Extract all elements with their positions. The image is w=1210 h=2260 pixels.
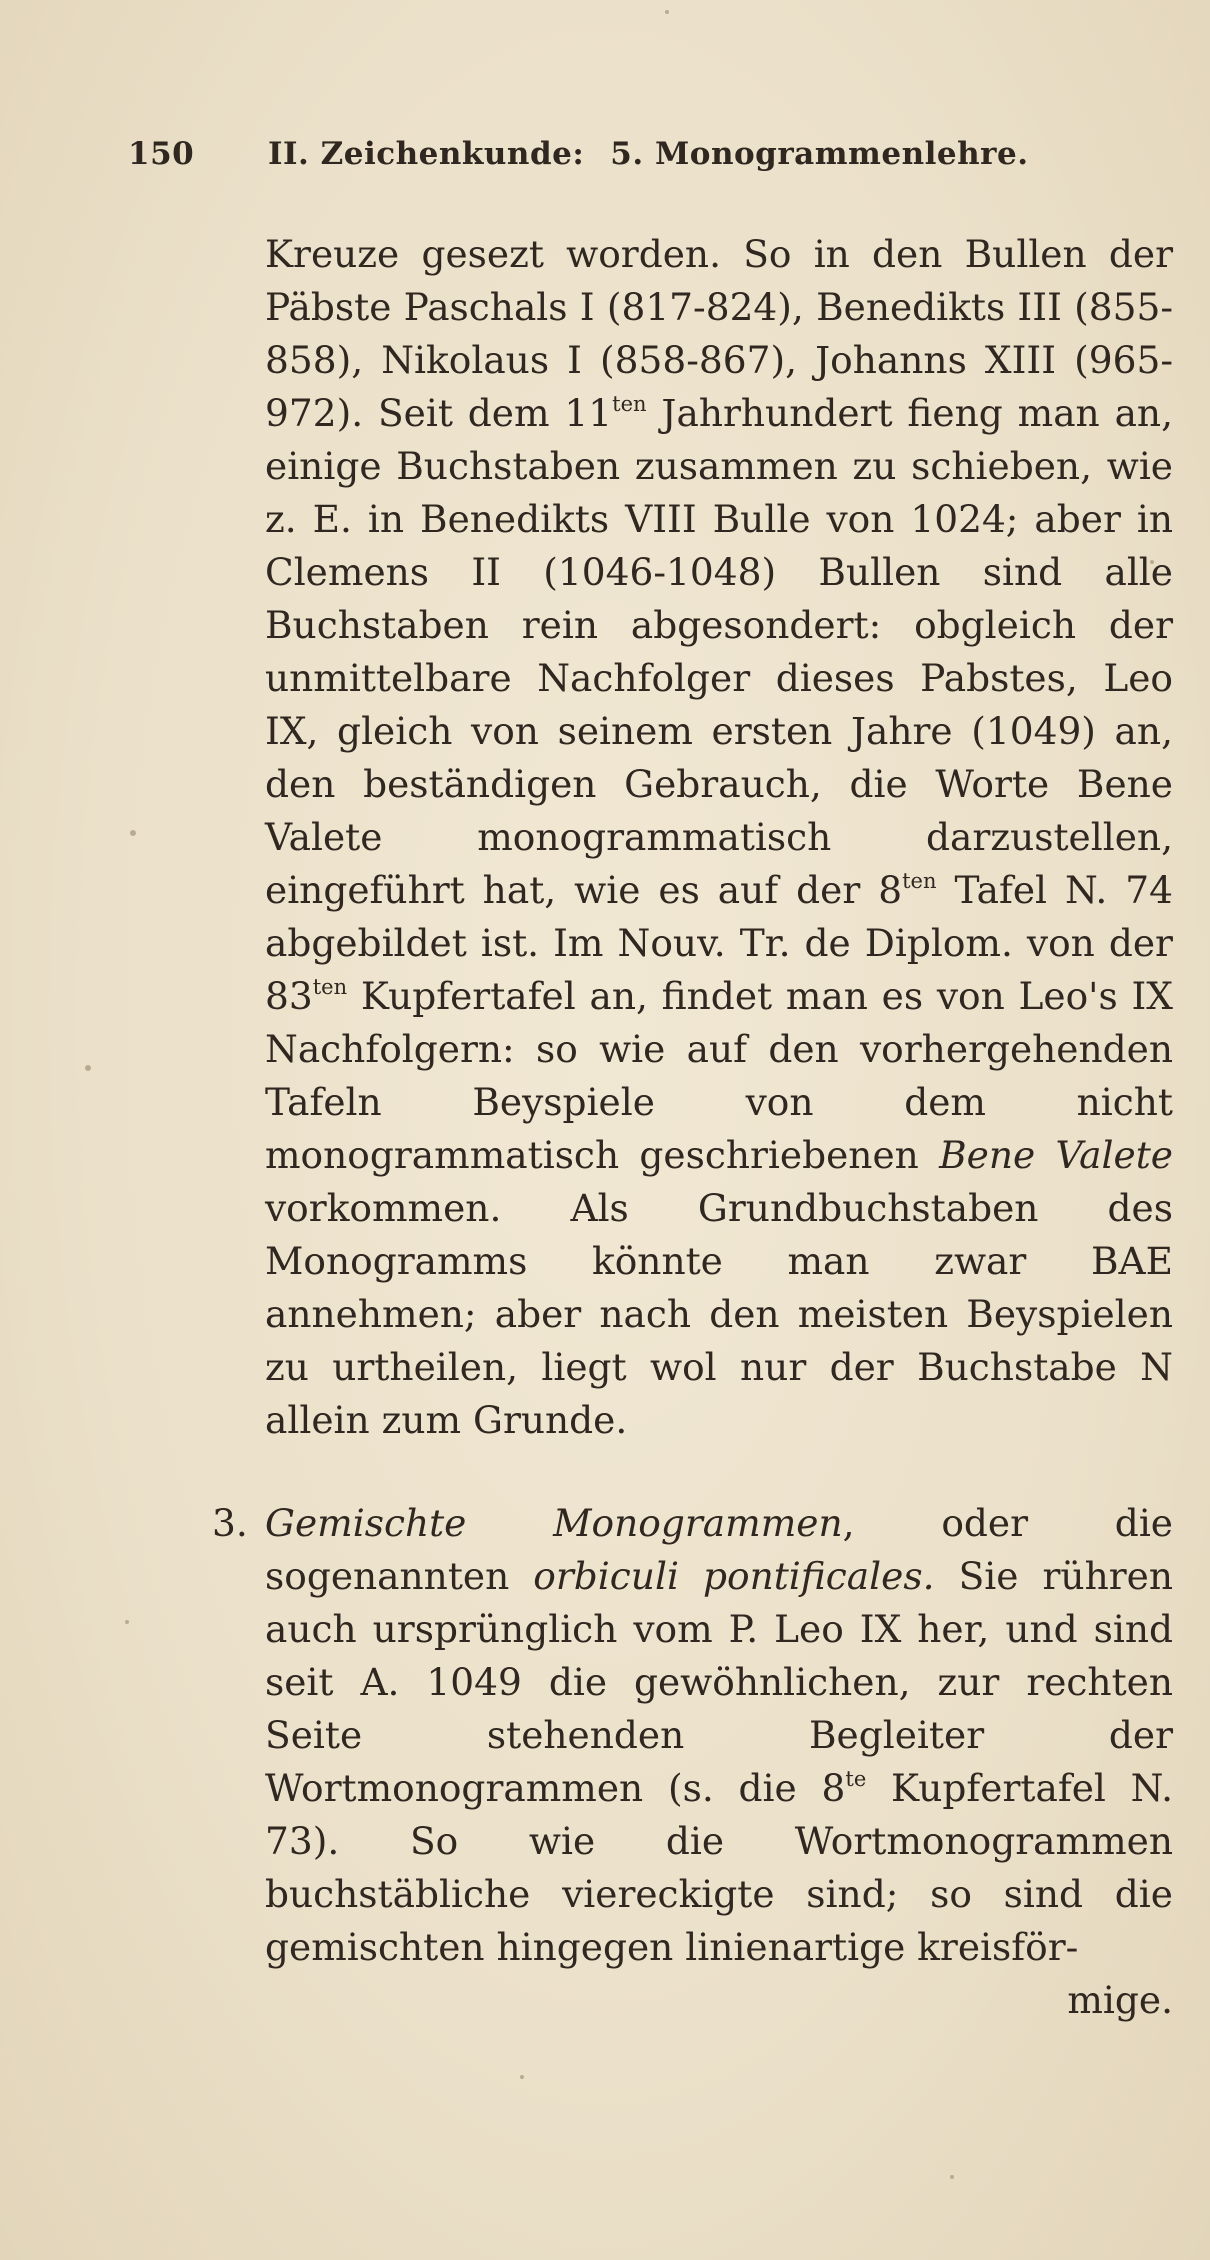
paragraph-text: Kreuze gesezt worden. So in den Bullen der Päbste Paschals I (817-824), Benedikts III (855-858), Nikolaus I (858-867), Johanns XIII (965-972). Seit dem 11 xyxy=(265,232,1173,435)
item-text: Kupfertafel N. 73). So wie die Wortmonogrammen buchstäbliche viereckigte sind; so sind die gemischten hingegen linienartige kreisför- xyxy=(265,1766,1174,1969)
item-last-line: mige. xyxy=(1067,1978,1173,2022)
italic-text: Bene Valete xyxy=(939,1133,1173,1177)
italic-text: orbiculi pontificales. xyxy=(533,1554,935,1598)
body-paragraph xyxy=(265,228,1173,1447)
list-item-3 xyxy=(212,1497,1173,2027)
running-header xyxy=(128,136,1128,172)
paper-speck xyxy=(950,2175,954,2179)
list-item-number: 3. xyxy=(212,1501,248,1545)
item-text: , oder die sogenannten xyxy=(265,1501,1174,1598)
paper-speck xyxy=(520,2075,524,2079)
italic-text: Gemischte Monogrammen xyxy=(265,1501,843,1545)
header-title: 5. Monogrammenlehre. xyxy=(610,136,1029,172)
superscript: ten xyxy=(612,392,647,416)
page-number: 150 xyxy=(128,136,195,172)
paragraph-text: Jahrhundert fieng man an, einige Buchstaben zusammen zu schieben, wie z. E. in Benedikts VIII Bulle von 1024; aber in Clemens II (1046-1048) Bullen sind alle Buchstaben rein abgesondert: obgleich der unmittelbare Nachfolger dieses Pabstes, Leo IX, gleich von seinem ersten Jahre (1049) an, den beständigen Gebrauch, die Worte Bene Valete monogrammatisch darzustellen, eingeführt hat, wie es auf der 8 xyxy=(265,391,1174,912)
header-section: II. Zeichenkunde: xyxy=(268,136,585,172)
paragraph-text: Kupfertafel an, findet man es von Leo's IX Nachfolgern: so wie auf den vorhergehenden Tafeln Beyspiele von dem nicht monogrammatisch geschriebenen xyxy=(265,974,1173,1177)
paper-speck xyxy=(130,830,136,836)
item-text: Sie rühren auch ursprünglich vom P. Leo IX her, und sind seit A. 1049 die gewöhnlichen, zur rechten Seite stehenden Begleiter der Wortmonogrammen (s. die 8 xyxy=(265,1554,1173,1810)
paragraph-text: vorkommen. Als Grundbuchstaben des Monogramms könnte man zwar BAE annehmen; aber nach den meisten Beyspielen zu urtheilen, liegt wol nur der Buchstabe N allein zum Grunde. xyxy=(265,1186,1173,1442)
paper-speck xyxy=(85,1065,91,1071)
superscript: ten xyxy=(312,975,348,999)
superscript: ten xyxy=(902,869,937,893)
paper-speck xyxy=(125,1620,129,1624)
superscript: te xyxy=(845,1767,867,1791)
list-item-body xyxy=(265,1497,1173,2027)
paragraph-text: Tafel N. 74 abgebildet ist. Im Nouv. Tr. de Diplom. von der 83 xyxy=(265,868,1173,1018)
paper-speck xyxy=(665,10,669,14)
